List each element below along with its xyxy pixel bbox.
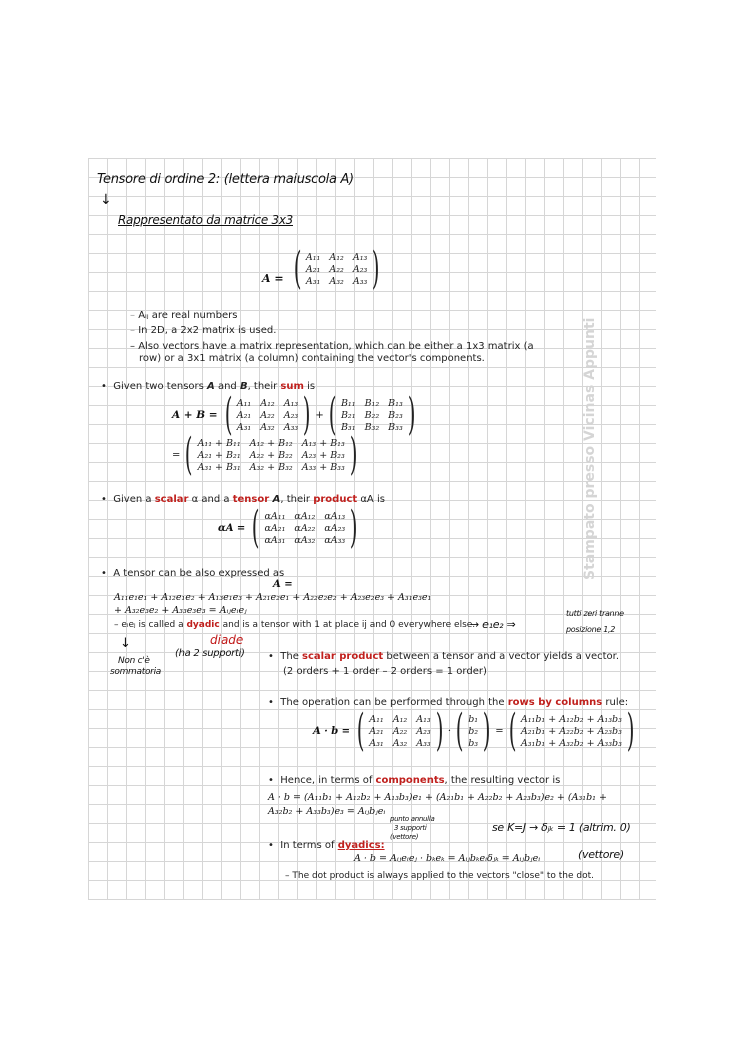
- comp-eq-2: A₃₂b₂ + A₃₃b₃)e₃ = Aᵢⱼbⱼeᵢ: [268, 806, 386, 817]
- hand-diade: diade: [210, 633, 244, 647]
- heading-subtitle: Rappresentato da matrice 3x3: [118, 213, 293, 227]
- dyad-line: • In terms of dyadics:: [268, 840, 385, 851]
- note-line-4: row) or a 3x1 matrix (a column) containing the vector's components.: [139, 353, 485, 364]
- matrix-a-cell-3-2: A₃₂: [329, 275, 344, 287]
- sum-a-cell-1-1: A₁₁: [236, 397, 252, 409]
- sp-a-cell-2-1: A₂₁: [369, 725, 384, 737]
- sum-equation-2: = ( A₁₁ + B₁₁ A₁₂ + B₁₂ A₁₃ + B₁₃ A₂₁ + B₂₁ A₂₂ + B₂₂ A₂₃ + B₂₃ A₃₁ + B₃₁ A₃₂ + B₃₂ A₃₃ + B₃₃ ): [172, 429, 358, 480]
- matrix-a: ( A₁₁ A₁₂ A₁₃ A₂₁ A₂₂ A₂₃ A₃₁ A₃₂ A₃₃ ): [293, 243, 380, 294]
- sp-a-cell-2-3: A₂₃: [416, 725, 431, 737]
- sum-equation-1: A + B = ( A₁₁ A₁₂ A₁₃ A₂₁ A₂₂ A₂₃ A₃₁ A₃₂ A₃₃ ) + ( B₁₁ B₁₂ B₁₃ B₂₁ B₂₂ B₂₃ B₃₁ B₃₂ B₃₃ ): [172, 389, 416, 440]
- matrix-a-cell-2-3: A₂₃: [352, 263, 368, 275]
- sp-equation: A · b = ( A₁₁ A₁₂ A₁₃ A₂₁ A₂₂ A₂₃ A₃₁ A₃₂ A₃₃ ) · ( b₁ b₂ b₃ ) = ( A₁₁b₁ + A₁₂b₂ + A₁₃b₃ A₂₁b₁ + A₂₂b₂ + A₂₃b₃ A₃₁b₁ + A₃₂b₂ + A₃₃b₃ ): [313, 705, 635, 756]
- sp-a-cell-2-2: A₂₂: [392, 725, 408, 737]
- sum-result-cell-1-3: A₁₃ + B₁₃: [301, 437, 345, 449]
- dyad-note: – The dot product is always applied to the vectors "close" to the dot.: [285, 871, 594, 881]
- sp-orders: (2 orders + 1 order – 2 orders = 1 order): [283, 666, 487, 677]
- heading-arrow: ↓: [100, 192, 112, 208]
- sum-result-cell-2-1: A₂₁ + B₂₁: [197, 449, 241, 461]
- sp-result-cell-1-1: A₁₁b₁ + A₁₂b₂ + A₁₃b₃: [520, 713, 622, 725]
- sum-b-cell-3-3: B₃₃: [388, 421, 403, 433]
- sp-a-cell-3-2: A₃₂: [392, 737, 408, 749]
- matrix-a-cell-1-3: A₁₃: [352, 251, 368, 263]
- scalar-intro: • Given a scalar α and a tensor A, their product αA is: [101, 494, 385, 505]
- sp-a-cell-1-3: A₁₃: [416, 713, 431, 725]
- matrix-a-lhs: A =: [262, 272, 284, 285]
- sum-result-cell-3-3: A₃₃ + B₃₃: [301, 461, 345, 473]
- sp-line: • The scalar product between a tensor and a vector yields a vector.: [268, 651, 619, 662]
- sp-a-cell-3-3: A₃₃: [416, 737, 431, 749]
- matrix-a-cell-1-2: A₁₂: [329, 251, 344, 263]
- matrix-a-block: [262, 243, 384, 294]
- scalar-result-cell-1-3: αA₁₃: [324, 510, 346, 522]
- scalar-result-cell-1-1: αA₁₁: [264, 510, 286, 522]
- sum-a-cell-3-1: A₃₁: [236, 421, 252, 433]
- hand-tutti-zeri: tutti zeri tranne: [566, 609, 624, 618]
- sum-b-cell-2-1: B₂₁: [340, 409, 356, 421]
- note-line-1: – Aᵢⱼ are real numbers: [130, 310, 238, 321]
- sum-b-cell-1-1: B₁₁: [340, 397, 356, 409]
- comp-eq-1: A · b = (A₁₁b₁ + A₁₂b₂ + A₁₃b₃)e₁ + (A₂₁b₁ + A₂₂b₂ + A₂₃b₃)e₂ + (A₃₁b₁ +: [268, 792, 607, 803]
- sum-a-cell-1-3: A₁₃: [283, 397, 299, 409]
- dyadic-line-2: A₁₁e₁e₁ + A₁₂e₁e₂ + A₁₃e₁e₃ + A₂₁e₂e₁ + A₂₂e₂e₂ + A₂₃e₂e₃ + A₃₁e₃e₁: [114, 592, 432, 603]
- sum-a-cell-3-3: A₃₃: [283, 421, 299, 433]
- hand-non-c: Non c'è: [118, 656, 150, 666]
- sum-a-cell-2-2: A₂₂: [260, 409, 275, 421]
- sp-rule: • The operation can be performed through the rows by columns rule:: [268, 697, 629, 708]
- heading-title: Tensore di ordine 2: (lettera maiuscola A): [97, 172, 354, 187]
- watermark-text: Stampato presso Vicinas Appunti: [582, 317, 598, 580]
- scalar-result-cell-3-3: αA₃₃: [324, 534, 346, 546]
- sum-a-cell-1-2: A₁₂: [260, 397, 275, 409]
- scalar-result-cell-2-2: αA₂₂: [294, 522, 316, 534]
- matrix-a-cell-3-1: A₃₁: [305, 275, 321, 287]
- sum-intro: • Given two tensors A and B, their sum is: [101, 381, 316, 392]
- hand-arrow-down: ↓: [120, 636, 131, 651]
- sp-result-cell-3-1: A₃₁b₁ + A₃₂b₂ + A₃₃b₃: [520, 737, 622, 749]
- sum-b-cell-1-2: B₁₂: [364, 397, 380, 409]
- sum-b-cell-2-2: B₂₂: [364, 409, 380, 421]
- dyad-eq: A · b = Aᵢⱼeᵢeⱼ · bₖeₖ = Aᵢⱼbₖeᵢδⱼₖ = Aᵢⱼbⱼeᵢ: [354, 853, 541, 864]
- scalar-result-cell-3-2: αA₃₂: [294, 534, 316, 546]
- note-line-2: – In 2D, a 2x2 matrix is used.: [130, 325, 277, 336]
- sum-result-cell-2-3: A₂₃ + B₂₃: [301, 449, 345, 461]
- matrix-a-grid: [306, 252, 367, 287]
- scalar-result-cell-2-3: αA₂₃: [324, 522, 346, 534]
- dyadic-line-1: A =: [273, 579, 293, 590]
- scalar-result-cell-1-2: αA₁₂: [294, 510, 316, 522]
- hand-vettore-top: (vettore): [390, 833, 419, 841]
- sum-result-cell-3-1: A₃₁ + B₃₁: [197, 461, 241, 473]
- sp-a-cell-1-1: A₁₁: [369, 713, 384, 725]
- scalar-result-cell-3-1: αA₃₁: [264, 534, 286, 546]
- hand-punto-annulla: punto annulla: [390, 815, 435, 823]
- hand-posizione: posizione 1,2: [566, 625, 616, 634]
- sum-result-cell-2-2: A₂₂ + B₂₂: [249, 449, 293, 461]
- dyadic-line-3: + A₃₂e₃e₂ + A₃₃e₃e₃ = Aᵢⱼeᵢeⱼ: [114, 605, 247, 616]
- sum-result-cell-1-2: A₁₂ + B₁₂: [249, 437, 293, 449]
- sum-a-cell-2-3: A₂₃: [283, 409, 299, 421]
- matrix-a-cell-3-3: A₃₃: [352, 275, 368, 287]
- sum-a-cell-2-1: A₂₁: [236, 409, 252, 421]
- sp-result-cell-2-1: A₂₁b₁ + A₂₂b₂ + A₂₃b₃: [520, 725, 622, 737]
- sum-b-cell-3-2: B₃₂: [364, 421, 380, 433]
- hand-se-k-j: se K=J → δⱼₖ = 1 (altrim. 0): [492, 821, 631, 834]
- matrix-a-cell-2-1: A₂₁: [305, 263, 321, 275]
- sp-b-cell-2-1: b₂: [468, 725, 479, 737]
- scalar-equation: αA = ( αA₁₁ αA₁₂ αA₁₃ αA₂₁ αA₂₂ αA₂₃ αA₃₁ αA₃₂ αA₃₃ ): [218, 502, 358, 553]
- sp-b-cell-3-1: b₃: [468, 737, 479, 749]
- hand-vettore: (vettore): [578, 848, 624, 861]
- sum-result-cell-1-1: A₁₁ + B₁₁: [197, 437, 241, 449]
- sp-a-cell-3-1: A₃₁: [369, 737, 384, 749]
- sp-b-cell-1-1: b₁: [468, 713, 479, 725]
- hand-3-supporti: 3 supporti: [394, 824, 427, 832]
- sum-b-cell-2-3: B₂₃: [388, 409, 403, 421]
- sum-a-cell-3-2: A₃₂: [260, 421, 275, 433]
- scalar-result-cell-2-1: αA₂₁: [264, 522, 286, 534]
- sp-a-cell-1-2: A₁₂: [392, 713, 408, 725]
- hand-sommatoria: sommatoria: [110, 667, 161, 677]
- sum-b-cell-1-3: B₁₃: [388, 397, 403, 409]
- matrix-a-cell-1-1: A₁₁: [305, 251, 321, 263]
- sum-b-cell-3-1: B₃₁: [340, 421, 356, 433]
- hand-diade-sub: (ha 2 supporti): [175, 648, 245, 659]
- comp-line: • Hence, in terms of components, the resulting vector is: [268, 775, 561, 786]
- dyadic-intro: • A tensor can be also expressed as: [101, 568, 285, 579]
- matrix-a-cell-2-2: A₂₂: [329, 263, 344, 275]
- dyadic-note: – eᵢeⱼ is called a dyadic and is a tensor with 1 at place ij and 0 everywhere else.: [114, 620, 476, 630]
- sum-result-cell-3-2: A₃₂ + B₃₂: [249, 461, 293, 473]
- note-line-3: – Also vectors have a matrix representation, which can be either a 1x3 matrix (a: [130, 341, 534, 352]
- hand-e1e2: → e₁e₂ ⇒: [470, 618, 516, 631]
